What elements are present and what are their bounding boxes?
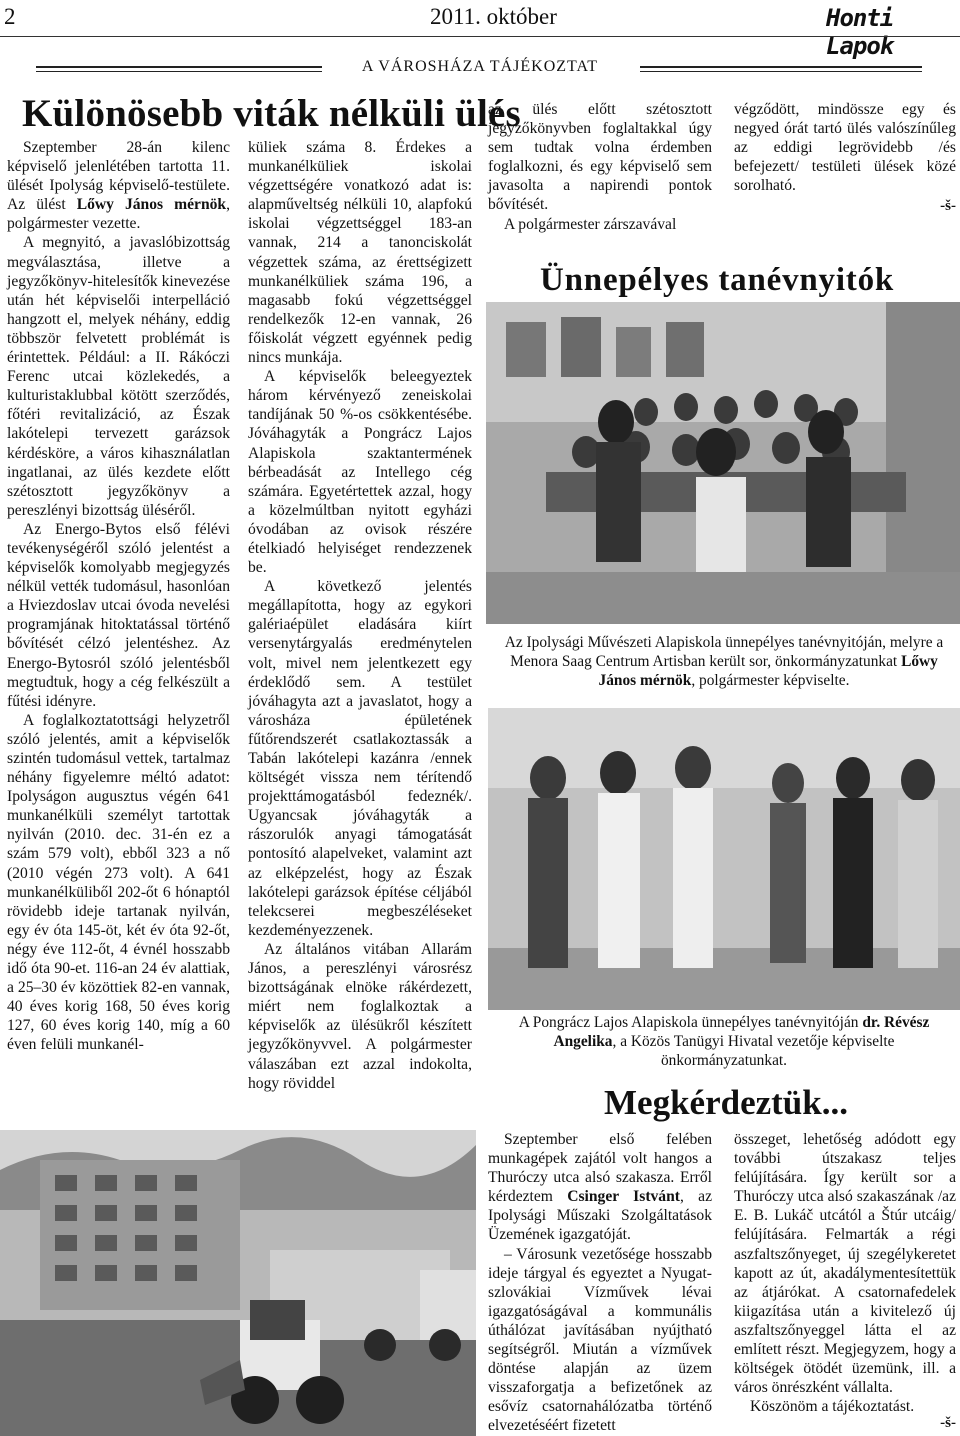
photo-caption-2: A Pongrácz Lajos Alapiskola ünnepélyes tanévnyitóján dr. Révész Angelika, a Közös Tanügyi Hivatal vezetője képviselte önkormányzatunkat.: [518, 1014, 930, 1069]
roadwork-photo: [0, 1130, 476, 1436]
paragraph: az ülés előtt szétosztott jegyzőkönyvben foglaltakkal úgy sem tudtak volna érdemben foglalkozni, és egy képviselő sem javasolta a napirendi pontok bővítését.: [488, 101, 712, 214]
newspaper-brand: Honti Lapok: [826, 4, 894, 60]
section-title: A VÁROSHÁZA TÁJÉKOZTAT: [361, 58, 599, 75]
roadwork-photo-drawing: [0, 1130, 476, 1436]
art-school-ceremony-drawing: [486, 302, 960, 624]
paragraph: Szeptember első felében munkagépek zajától volt hangos a Thuróczy utca alsó szakasza. Erről kérdeztem Csinger Istvánt, az Ipolysági Műszaki Szolgáltatások Üzemének igazgatóját.: [488, 1131, 712, 1244]
paragraph: küliek száma 8. Érdekes a munkanélküliek iskolai végzettségére vonatkozó adat is: alapműveltség nélküli 10, alapfokú iskolai végzettséggel 183-an vannak, 214 a tanonciskolát végzettek száma, az érettségizett munkanélküliek száma 196, a magasabb fokú végzettséggel rendelkezők 12-en vannak, 26 főiskolát végzett egyénnek pedig nincs munkája.: [248, 139, 472, 367]
section-rule-right: [640, 66, 922, 72]
article-column-1: [7, 138, 230, 1055]
paragraph: végződött, mindössze egy és negyed órát tartó ülés valószínűleg az eddigi legrövidebb /és befejezett/ testületi ülések közé sorolható.: [734, 101, 956, 195]
paragraph: Szeptember 28-án kilenc képviselő jelenlétében tartotta 11. ülését Ipolyság képviselő-testülete. Az ülést Lőwy János mérnök, polgármester vezette.: [7, 139, 230, 233]
pongracz-school-ceremony-photo: [488, 708, 960, 1010]
header-rule: [0, 36, 960, 37]
interview-signature: -š-: [940, 1415, 956, 1431]
interview-column-2: [734, 1130, 956, 1416]
article-signature: -š-: [940, 198, 956, 214]
paragraph: A következő jelentés megállapította, hogy az egykori galériaépület eladására kiírt versenytárgyalás eredménytelen volt, mivel nem jelentkezett egy érdeklődő sem. A testület jóváhagyta azt a javaslatot, hogy a városháza épületének fűtőrendszerét csatlakoztassák a Tabán lakótelepi kazánra /ennek költségét vissza nem térítendő projekttámogatásból fedeznék/. Ugyancsak jóváhagyták a rászorulók anyagi támogatását pontosító alapelveket, valamint azt az elképzelést, hogy az Észak lakótelepi garázsok építése céljából telekcserei megbeszéléseket kezdeményezzenek.: [248, 578, 472, 939]
paragraph: A polgármester zárszavával: [504, 215, 677, 233]
article-column-2: [248, 138, 472, 1093]
article-title: Megkérdeztük...: [604, 1083, 848, 1122]
paragraph: Az általános vitában Allarám János, a pereszlényi városrész bizottságának elnöke rákérdezett, miért nem foglalkoztak a képviselők az ülésükről készített jegyzőkönyvvel. A polgármester válaszában ezt azzal indokolta, hogy röviddel: [248, 940, 472, 1092]
paragraph: A megnyitó, a javaslóbizottság megválasztása, illetve a jegyzőkönyv-hitelesítők kinevezése után hét képviselői interpelláció hangzott el, melyek néhány, eddig többször felvetett problémát is érintettek. Például: a II. Rákóczi Ferenc utcai közlekedés, a kulturistaklubbal kötött szerződés, főtéri revitalizáció, az Észak lakótelepi tervezett garázsok kérdésköre, a város kihasználatlan ingatlanai, az ülés kezdete előtt szétosztott jegyzőkönyv a pereszlényi bizottság üléséről.: [7, 234, 231, 519]
interview-column-1: [488, 1130, 712, 1436]
paragraph: – Városunk vezetősége hosszabb ideje tárgyal és egyeztet a Nyugat-szlovákiai Vízművek lévai igazgatóságával a kommunális úthálózat javításában nyújtható segítségről. Miután a vízművek döntése alapján az üzem visszaforgatja a befizetőnek az esővíz csatornahálózatba történő elvezetéséért fizetett: [488, 1245, 712, 1435]
section-rule-left: [36, 66, 322, 72]
page-number: 2: [4, 4, 16, 29]
article-title: Különösebb viták nélküli ülés: [22, 92, 521, 135]
paragraph: A képviselők beleegyeztek három kérvényező zeneiskolai tandíjának 50 %-os csökkentésébe. Jóváhagyták a Pongrácz Lajos Alapiskola szaktantermének bérbeadását az Intellego cég számára. Egyetértettek azzal, hogy a közelmúltban nyitott egyházi óvodában az ovisok részére ételkiadó helyiséget rendezzenek be.: [248, 368, 472, 577]
paragraph: összeget, lehetőség adódott egy további útszakasz teljes felújítására. Így került sor a Thuróczy utca alsó szakaszának /az E. B. Lukáč utcától a Štúr utcáig/ felújítására. Felmarták a régi aszfaltszőnyeget, új szegélykeretet kapott az út, akadálymentesítettük az átjárókat. A csatornafedelek kiigazítása után a kivitelező új aszfaltszőnyeggel látta el az említett részt. Megjegyzem, hogy a költségek ötödét üzemünk, ill. a város önrészként vállalta.: [734, 1131, 956, 1397]
paragraph: Az Energo-Bytos első félévi tevékenységéről szóló jelentést a képviselők komolyabb megjegyzés nélkül vették tudomásul, hasonlóan a Hviezdoslav utcai óvoda nevelési programjának hitoktatással történő bővítését célzó jelentéshez. Az Energo-Bytosról szóló jelentésből megtudtuk, hogy a cég felkészült a fűtési idényre.: [7, 520, 230, 710]
pongracz-school-ceremony-drawing: [488, 708, 960, 1010]
photo-caption-1: Az Ipolysági Művészeti Alapiskola ünnepélyes tanévnyitóján, melyre a Menora Saag Centrum Artisban került sor, önkormányzatunkat Lőwy János mérnök, polgármester képviselte.: [504, 634, 944, 689]
article-title: Ünnepélyes tanévnyitók: [540, 262, 895, 298]
article-column-3: [488, 100, 712, 234]
paragraph: A foglalkoztatottsági helyzetről szóló jelentés, amit a képviselők szintén tudomásul vettek, tartalmaz néhány figyelemre méltó adatot: Ipolyságon augusztus végén 641 munkanélküli személyt tartottak nyilván (2010. dec. 31-én ez a szám 579 volt), ebből 323 a nő (2010 végén 273 volt). A 641 munkanélküliből 202-őt 6 hónaptól rövidebb ideje tartanak nyilván, egy év óta 145-öt, két év óta 92-őt, négy éve 112-őt, 4 évnél hosszabb idő óta 90-et. 116-an 24 év alattiak, a 25–30 év közöttiek 82-en vannak, 40 éves korig 168, 50 éves korig 127, 60 éves korig 140, míg a 60 éven felüli munkanél-: [7, 711, 230, 1054]
issue-date: 2011. október: [430, 4, 557, 29]
article-column-4: [734, 100, 956, 195]
art-school-ceremony-photo: [486, 302, 960, 624]
paragraph: Köszönöm a tájékoztatást.: [750, 1398, 915, 1416]
